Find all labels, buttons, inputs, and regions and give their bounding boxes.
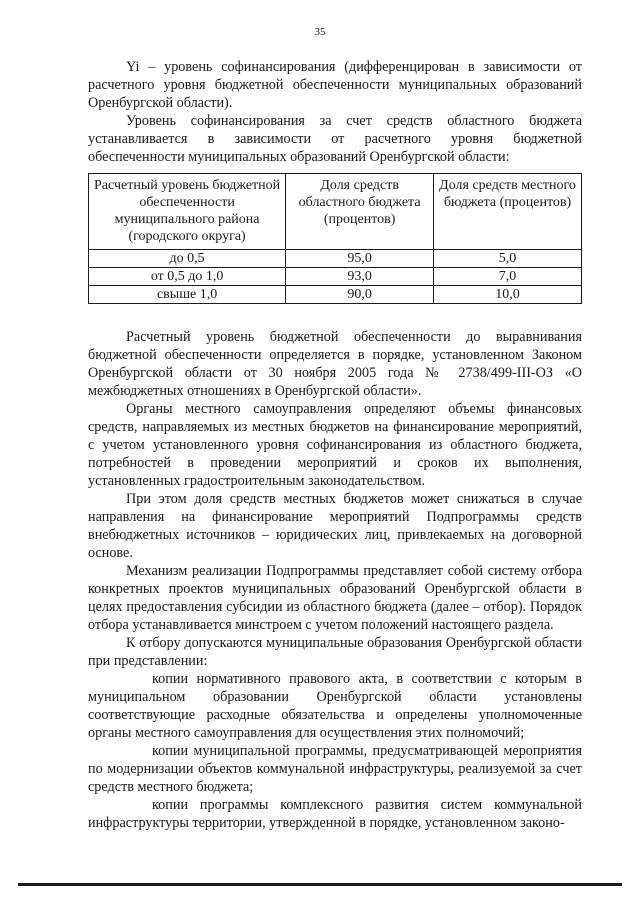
column-header-local-share: Доля средств местного бюджета (процентов) bbox=[434, 174, 582, 250]
list-item: копии муниципальной программы, предусматривающей мероприятия по модернизации объектов коммунальной инфраструктуры, реализуемой за счет средств местного бюджета; bbox=[88, 743, 582, 795]
table-cell: от 0,5 до 1,0 bbox=[89, 268, 286, 286]
paragraph-selection-admission: К отбору допускаются муниципальные образования Оренбургской области при представлении: bbox=[88, 635, 582, 669]
table-cell: до 0,5 bbox=[89, 250, 286, 268]
table-cell: 90,0 bbox=[286, 286, 434, 304]
table-cell: 10,0 bbox=[434, 286, 582, 304]
table-cell: свыше 1,0 bbox=[89, 286, 286, 304]
table-row bbox=[89, 286, 582, 304]
column-header-budget-level: Расчетный уровень бюджетной обеспеченности муниципального района (городского округа) bbox=[89, 174, 286, 250]
table-cell: 95,0 bbox=[286, 250, 434, 268]
paragraph-local-authorities: Органы местного самоуправления определяют объемы финансовых средств, направляемых из местных бюджетов на финансирование мероприятий, с учетом установленного уровня софинансирования из областного бюджета, потребностей в проведении мероприятий и сроков их выполнения, установленных градостроительным законодательством. bbox=[88, 401, 582, 489]
table-cell: 5,0 bbox=[434, 250, 582, 268]
page-number: 35 bbox=[314, 26, 326, 38]
table-row bbox=[89, 250, 582, 268]
document-body bbox=[88, 58, 582, 832]
bottom-divider bbox=[18, 883, 622, 886]
list-item: копии нормативного правового акта, в соответствии с которым в муниципальном образовании Оренбургской области установлены соответствующие расходные обязательства и определены уполномоченные органы местного самоуправления для осуществления этих полномочий; bbox=[88, 671, 582, 741]
list-item: копии программы комплексного развития систем коммунальной инфраструктуры территории, утвержденной в порядке, установленном законо- bbox=[88, 797, 582, 831]
paragraph-local-share-reduction: При этом доля средств местных бюджетов может снижаться в случае направления на финансирование мероприятий Подпрограммы средств внебюджетных источников – юридических лиц, привлекаемых на договорной основе. bbox=[88, 491, 582, 561]
table-cell: 7,0 bbox=[434, 268, 582, 286]
table-header-row bbox=[89, 174, 582, 250]
paragraph-selection-mechanism: Механизм реализации Подпрограммы представляет собой систему отбора конкретных проектов муниципальных образований Оренбургской области в целях предоставления субсидии из областного бюджета (далее – отбор). Порядок отбора устанавливается минстроем с учетом положений настоящего раздела. bbox=[88, 563, 582, 633]
column-header-regional-share: Доля средств областного бюджета (процентов) bbox=[286, 174, 434, 250]
paragraph-cofinancing-level: Уровень софинансирования за счет средств областного бюджета устанавливается в зависимости от расчетного уровня бюджетной обеспеченности муниципальных образований Оренбургской области: bbox=[88, 113, 582, 165]
table-row bbox=[89, 268, 582, 286]
cofinancing-table bbox=[88, 173, 582, 304]
paragraph-calculation-basis: Расчетный уровень бюджетной обеспеченности до выравнивания бюджетной обеспеченности определяется в порядке, установленном Законом Оренбургской области от 30 ноября 2005 года № 2738/499-III-ОЗ «О межбюджетных отношениях в Оренбургской области». bbox=[88, 329, 582, 399]
table-cell: 93,0 bbox=[286, 268, 434, 286]
paragraph-yi-definition: Yi – уровень софинансирования (дифференцирован в зависимости от расчетного уровня бюджетной обеспеченности муниципальных образований Оренбургской области). bbox=[88, 59, 582, 111]
